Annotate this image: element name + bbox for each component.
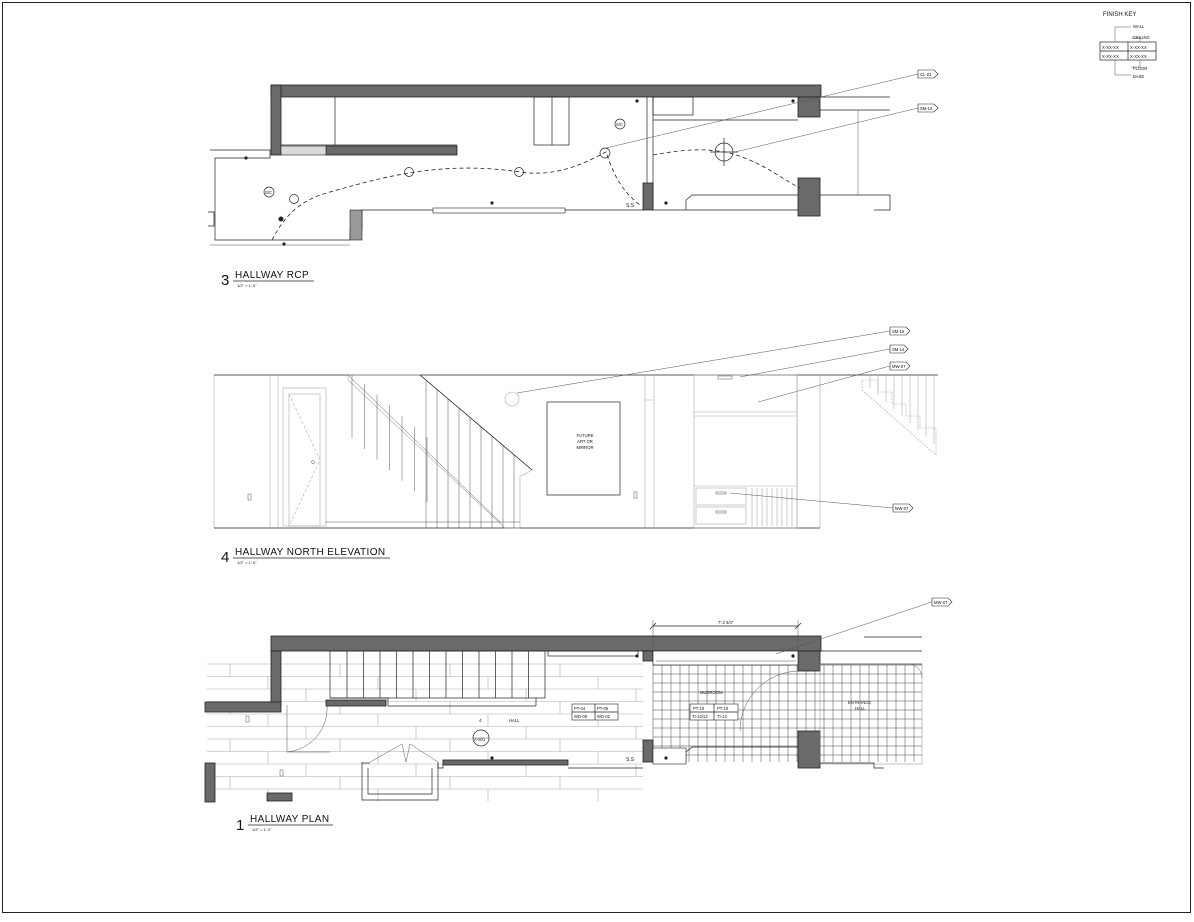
elevation-view-number: 4 — [221, 549, 230, 566]
mudroom-finish-ceiling: PT-10 — [717, 706, 729, 711]
rcp-symbol-1: S/C — [265, 190, 272, 195]
hall-finish-floor: WD-08 — [574, 714, 588, 719]
finish-key-code-ceiling: X-XX-XX — [1130, 45, 1147, 50]
finish-key-wall: WALL — [1133, 24, 1145, 29]
plan-drawing — [205, 598, 952, 802]
finish-key — [1100, 12, 1156, 79]
plan-symbol-ss: S.S — [626, 757, 635, 763]
room-label-entrance-hall: HALL — [855, 706, 866, 711]
plan-dimension: 7'-2 3/4" — [718, 620, 734, 625]
elevation-view-scale: 1/2" = 1'-0" — [237, 560, 257, 565]
elevation-title-block — [221, 547, 390, 566]
rcp-symbol-2: S/C — [616, 122, 623, 127]
room-label-entrance: ENTRANCE — [848, 700, 872, 705]
recessed-light-icon — [290, 195, 299, 204]
section-marker — [473, 718, 489, 746]
plan-title-block — [236, 814, 333, 834]
recessed-light-icon — [600, 148, 610, 158]
wall-sconce-icon — [505, 392, 519, 406]
elev-tag-mw07-upper: MW-07 — [892, 364, 906, 369]
rcp-view-scale: 1/2" = 1'-0" — [237, 283, 257, 288]
plan-view-title: HALLWAY PLAN — [250, 814, 330, 825]
switch-icon — [279, 217, 284, 222]
elevation-view-title: HALLWAY NORTH ELEVATION — [235, 547, 386, 558]
plan-bifold-door — [370, 744, 438, 762]
art-note-line-2: ART OR — [577, 439, 593, 444]
elev-tag-sm14: SM-14 — [892, 347, 905, 352]
room-label-mudroom: MUDROOM — [700, 690, 723, 695]
finish-key-code-floor: X-XX-XX — [1102, 54, 1119, 59]
hall-finish-ceiling: PT-05 — [597, 706, 609, 711]
rcp-view-title: HALLWAY RCP — [235, 270, 310, 281]
room-label-hall: HALL — [509, 718, 520, 723]
finish-key-code-wall: X-XX-XX — [1102, 45, 1119, 50]
art-note-line-3: MIRROR — [576, 445, 594, 450]
rcp-tag-cl01: CL-01 — [920, 72, 932, 77]
elevation-door — [283, 388, 326, 526]
plan-door-swing — [287, 705, 327, 752]
section-marker-sheet: A-501 — [474, 737, 486, 742]
sheet-border — [3, 3, 1191, 913]
mudroom-finish-wall: PT-10 — [693, 706, 705, 711]
pendant-light-icon — [710, 138, 738, 166]
rcp-title-block — [221, 270, 314, 289]
plan-view-scale: 1/2" = 1'-0" — [252, 827, 272, 832]
rcp-view-number: 3 — [221, 272, 230, 289]
rcp-drawing — [208, 70, 938, 246]
finish-key-base: BASE — [1133, 74, 1145, 79]
section-marker-number: 4 — [479, 718, 482, 723]
art-note-line-1: FUTURE — [576, 433, 594, 438]
hall-finish-tag — [572, 704, 618, 720]
plan-north-wall — [271, 636, 821, 651]
finish-key-floor: FLOOR — [1133, 66, 1148, 71]
hall-finish-wall: PT-04 — [574, 706, 586, 711]
elevation-drawing — [214, 327, 938, 528]
hall-finish-base: WD-02 — [597, 714, 611, 719]
finish-key-title: FINISH KEY — [1103, 12, 1137, 18]
rcp-symbol-ss: S.S — [626, 203, 635, 209]
plan-view-number: 1 — [236, 817, 245, 834]
finish-key-code-base: X-XX-XX — [1130, 54, 1147, 59]
finish-key-ceiling: CEILING — [1133, 35, 1150, 40]
elev-tag-mw07-lower: MW-07 — [895, 506, 909, 511]
rcp-north-wall — [271, 85, 821, 97]
mudroom-finish-floor: TI-12/13 — [692, 714, 708, 719]
recessed-light-icon — [405, 168, 414, 177]
rcp-tag-sm14: SM-14 — [920, 106, 933, 111]
mudroom-finish-base: TI-13 — [717, 714, 727, 719]
elev-tag-sm15: SM-15 — [892, 329, 905, 334]
mudroom-finish-tag — [690, 704, 738, 720]
plan-tag-mw07: MW-07 — [934, 600, 948, 605]
